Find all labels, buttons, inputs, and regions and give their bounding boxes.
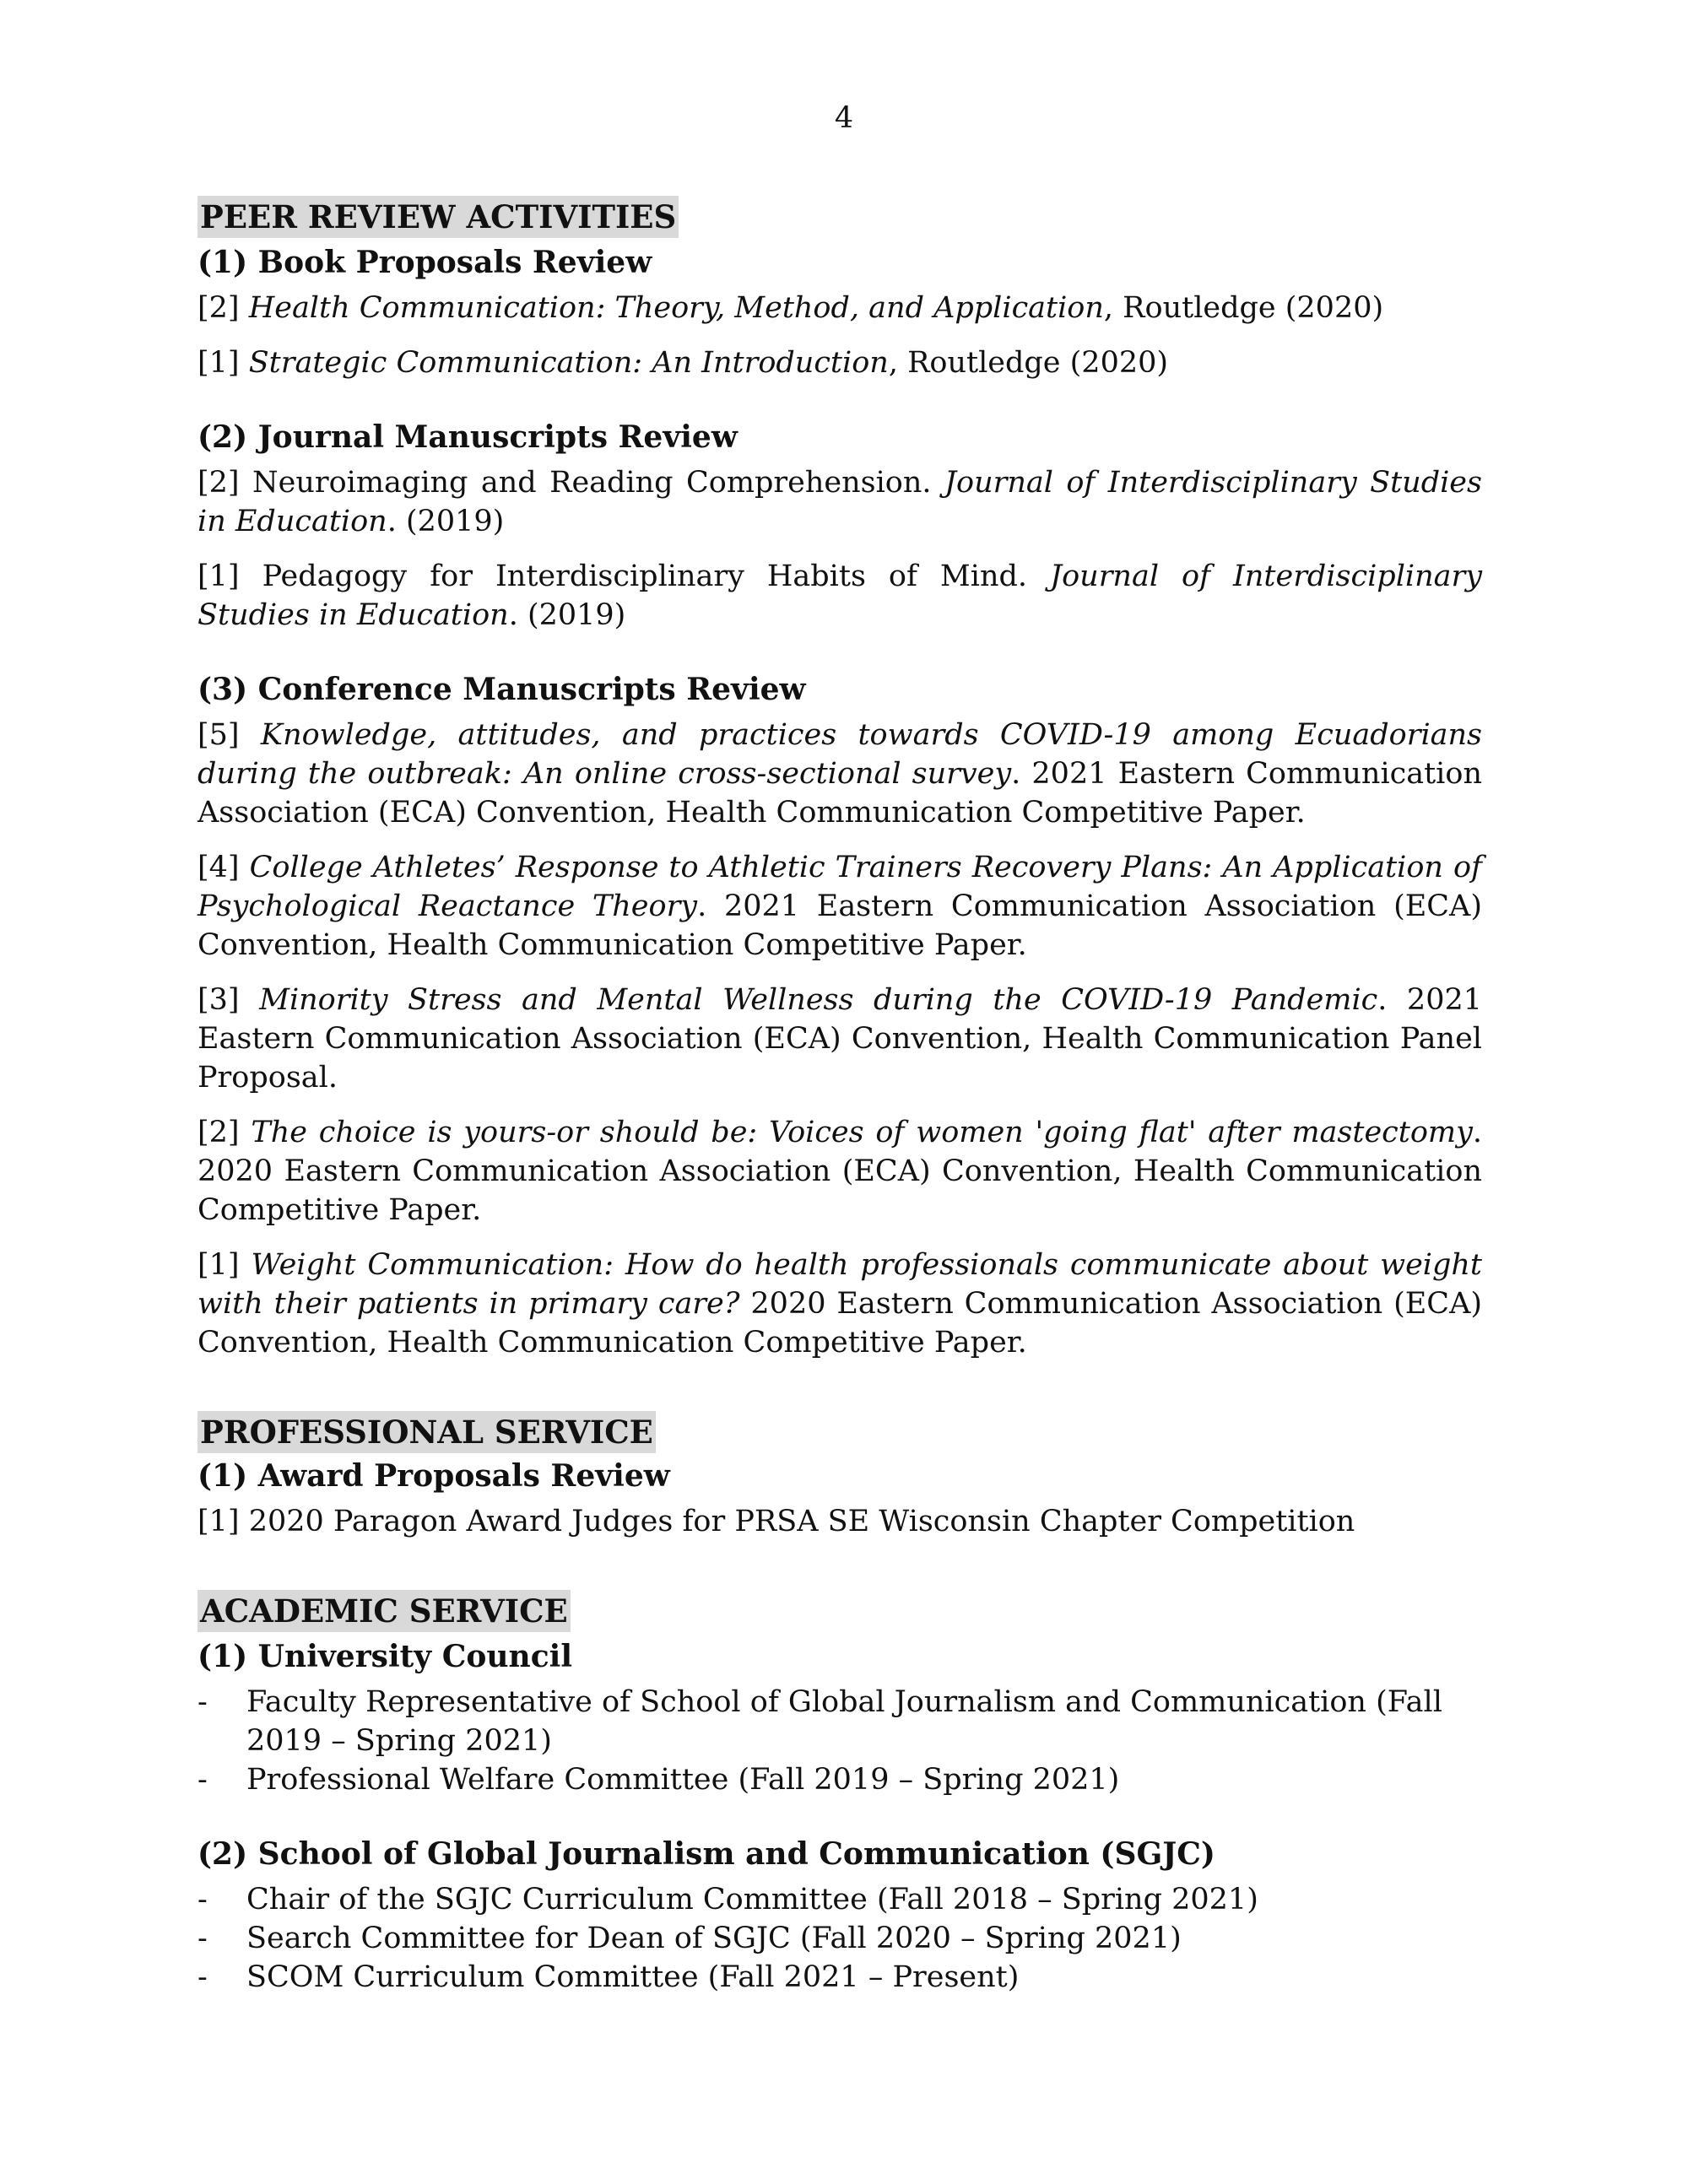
- dash-bullet: -: [197, 1922, 208, 1955]
- list-item: - SCOM Curriculum Committee (Fall 2021 – Present): [197, 1958, 1482, 1997]
- university-council-heading: (1) University Council: [197, 1639, 572, 1674]
- dash-bullet: -: [197, 1763, 208, 1797]
- book-proposal-entry: [2] Health Communication: Theory, Method, and Application, Routledge (2020): [197, 291, 1384, 325]
- award-review-entry: [1] 2020 Paragon Award Judges for PRSA SE Wisconsin Chapter Competition: [197, 1505, 1355, 1538]
- book-proposals-group: [197, 241, 1482, 382]
- journal-manuscripts-heading: (2) Journal Manuscripts Review: [197, 419, 738, 455]
- university-council-group: [197, 1635, 1482, 1799]
- conference-review-entry: [1] Weight Communication: How do health professionals communicate about weight with their patients in primary care? 2020 Eastern Communication Association (ECA) Convention, Health Communication Competitive Paper.: [197, 1248, 1482, 1360]
- journal-manuscripts-group: [197, 416, 1482, 635]
- academic-service-section: [197, 1590, 1482, 1997]
- sgjc-list: [197, 1880, 1482, 1997]
- book-proposals-heading: (1) Book Proposals Review: [197, 245, 652, 280]
- dash-bullet: -: [197, 1960, 208, 1994]
- journal-review-entry: [2] Neuroimaging and Reading Comprehension. Journal of Interdisciplinary Studies in Education. (2019): [197, 466, 1482, 538]
- list-item: - Professional Welfare Committee (Fall 2019 – Spring 2021): [197, 1760, 1482, 1799]
- list-item: - Search Committee for Dean of SGJC (Fall 2020 – Spring 2021): [197, 1919, 1482, 1958]
- dash-bullet: -: [197, 1883, 208, 1916]
- professional-service-section: [197, 1411, 1482, 1541]
- list-item: - Faculty Representative of School of Global Journalism and Communication (Fall 2019 – Spring 2021): [197, 1683, 1482, 1760]
- sgjc-group: [197, 1833, 1482, 1997]
- conference-review-entry: [4] College Athletes’ Response to Athletic Trainers Recovery Plans: An Application of Psychological Reactance Theory. 2021 Eastern Communication Association (ECA) Convention, Health Communication Competitive Paper.: [197, 851, 1483, 962]
- book-proposal-entry: [1] Strategic Communication: An Introduction, Routledge (2020): [197, 346, 1169, 380]
- peer-review-section: [197, 196, 1482, 1362]
- conference-review-entry: [3] Minority Stress and Mental Wellness during the COVID-19 Pandemic. 2021 Eastern Communication Association (ECA) Convention, Health Communication Panel Proposal.: [197, 983, 1482, 1095]
- university-council-list: [197, 1683, 1482, 1799]
- conference-manuscripts-group: [197, 668, 1482, 1362]
- page-number: 4: [834, 101, 854, 135]
- conference-manuscripts-heading: (3) Conference Manuscripts Review: [197, 672, 806, 707]
- dash-bullet: -: [197, 1685, 208, 1719]
- section-heading-peer-review: PEER REVIEW ACTIVITIES: [197, 196, 679, 238]
- section-heading-professional-service: PROFESSIONAL SERVICE: [197, 1411, 656, 1453]
- document-body: [197, 196, 1482, 1997]
- conference-review-entry: [2] The choice is yours-or should be: Voices of women 'going flat' after mastectomy. 2020 Eastern Communication Association (ECA) Convention, Health Communication Competitive Paper.: [197, 1116, 1483, 1227]
- award-proposals-heading: (1) Award Proposals Review: [197, 1458, 670, 1494]
- journal-review-entry: [1] Pedagogy for Interdisciplinary Habits of Mind. Journal of Interdisciplinary Studies in Education. (2019): [197, 560, 1482, 632]
- conference-review-entry: [5] Knowledge, attitudes, and practices towards COVID-19 among Ecuadorians during the outbreak: An online cross-sectional survey. 2021 Eastern Communication Association (ECA) Convention, Health Communication Competitive Paper.: [197, 718, 1483, 830]
- list-item: - Chair of the SGJC Curriculum Committee (Fall 2018 – Spring 2021): [197, 1880, 1482, 1919]
- section-heading-academic-service: ACADEMIC SERVICE: [197, 1590, 571, 1632]
- sgjc-heading: (2) School of Global Journalism and Communication (SGJC): [197, 1836, 1215, 1872]
